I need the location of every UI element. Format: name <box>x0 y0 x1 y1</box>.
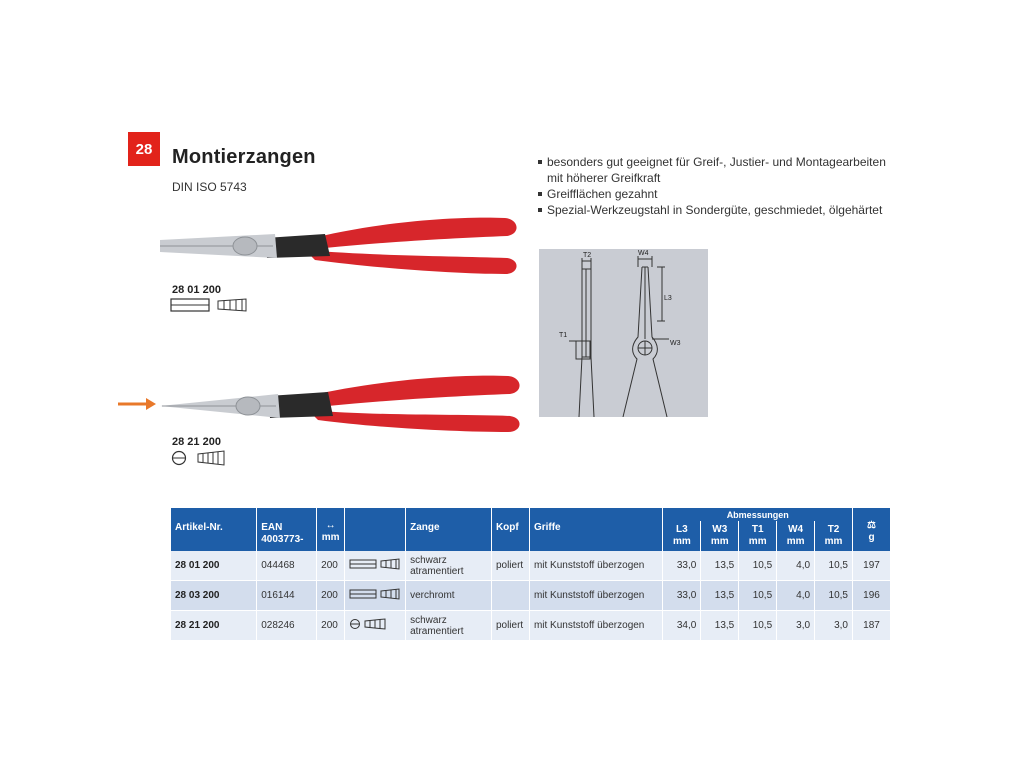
col-header-l3: L3 mm <box>663 521 701 551</box>
flat-jaw-profile-icon <box>349 588 401 600</box>
cell-weight: 197 <box>853 551 891 581</box>
cell-profile <box>345 611 406 641</box>
diagram-label: T2 <box>583 252 592 259</box>
cell-w4: 4,0 <box>777 581 815 611</box>
cell-artikel: 28 01 200 <box>171 551 257 581</box>
col-header-w4: W4 mm <box>777 521 815 551</box>
table-row <box>171 611 891 641</box>
page-subtitle: DIN ISO 5743 <box>172 180 247 194</box>
cell-griffe: mit Kunststoff überzogen <box>529 611 662 641</box>
scale-icon: ⚖ <box>867 520 876 531</box>
col-header-artikel: Artikel-Nr. <box>171 508 257 551</box>
flat-jaw-profile-icon <box>349 558 401 570</box>
cell-length: 200 <box>317 581 345 611</box>
cell-l3: 33,0 <box>663 581 701 611</box>
col-header-kopf: Kopf <box>491 508 529 551</box>
cell-l3: 34,0 <box>663 611 701 641</box>
col-header-t1: T1 mm <box>739 521 777 551</box>
plier-image-28-01-200 <box>155 212 525 282</box>
col-header-zange: Zange <box>406 508 492 551</box>
cell-artikel: 28 21 200 <box>171 611 257 641</box>
cell-ean: 028246 <box>257 611 317 641</box>
col-header-weight: ⚖ g <box>853 508 891 551</box>
jaw-dimension-drawing <box>539 249 708 417</box>
cell-griffe: mit Kunststoff überzogen <box>529 551 662 581</box>
col-header-abmessungen: Abmessungen <box>663 508 853 521</box>
cell-w3: 13,5 <box>701 551 739 581</box>
cell-zange: verchromt <box>406 581 492 611</box>
cell-artikel: 28 03 200 <box>171 581 257 611</box>
diagram-label: W4 <box>638 250 649 257</box>
col-header-w3: W3 mm <box>701 521 739 551</box>
col-header-length: ↔ mm <box>317 508 345 551</box>
col-header-ean: EAN 4003773- <box>257 508 317 551</box>
col-header-profile <box>345 508 406 551</box>
diagram-label: T1 <box>559 332 568 339</box>
cell-ean: 016144 <box>257 581 317 611</box>
cell-t2: 3,0 <box>815 611 853 641</box>
cell-griffe: mit Kunststoff überzogen <box>529 581 662 611</box>
table-row <box>171 551 891 581</box>
cell-zange: schwarz atramentiert <box>406 611 492 641</box>
feature-list <box>538 154 898 218</box>
section-badge: 28 <box>128 132 160 166</box>
spec-table <box>171 508 891 641</box>
page-title: Montierzangen <box>172 146 316 168</box>
feature-item: Spezial-Werkzeugstahl in Sondergüte, geschmiedet, ölgehärtet <box>538 202 898 218</box>
diagram-label: L3 <box>664 295 672 302</box>
cell-zange: schwarz atramentiert <box>406 551 492 581</box>
round-jaw-profile-icon <box>349 618 389 630</box>
col-header-griffe: Griffe <box>529 508 662 551</box>
technical-diagram <box>539 249 708 417</box>
table-row <box>171 581 891 611</box>
feature-item: Greifflächen gezahnt <box>538 186 898 202</box>
cell-length: 200 <box>317 551 345 581</box>
cell-w4: 4,0 <box>777 551 815 581</box>
cell-profile <box>345 581 406 611</box>
cell-profile <box>345 551 406 581</box>
cell-l3: 33,0 <box>663 551 701 581</box>
cell-weight: 187 <box>853 611 891 641</box>
arrow-right-icon <box>118 396 158 412</box>
cell-w3: 13,5 <box>701 611 739 641</box>
col-header-t2: T2 mm <box>815 521 853 551</box>
round-jaw-profile-icon <box>170 450 250 466</box>
product-number: 28 01 200 <box>172 284 221 296</box>
cell-t1: 10,5 <box>739 611 777 641</box>
cell-weight: 196 <box>853 581 891 611</box>
cell-t1: 10,5 <box>739 581 777 611</box>
length-arrow-icon: ↔ <box>325 520 336 531</box>
cell-kopf <box>491 581 529 611</box>
flat-jaw-profile-icon <box>170 298 250 312</box>
feature-item: besonders gut geeignet für Greif-, Justier- und Montagearbeiten <box>538 154 898 170</box>
diagram-label: W3 <box>670 340 681 347</box>
cell-kopf: poliert <box>491 551 529 581</box>
plier-image-28-21-200 <box>158 372 528 442</box>
feature-item-continued: mit höherer Greifkraft <box>547 171 661 185</box>
cell-kopf: poliert <box>491 611 529 641</box>
cell-length: 200 <box>317 611 345 641</box>
cell-ean: 044468 <box>257 551 317 581</box>
cell-w4: 3,0 <box>777 611 815 641</box>
product-number: 28 21 200 <box>172 436 221 448</box>
cell-t2: 10,5 <box>815 551 853 581</box>
cell-t2: 10,5 <box>815 581 853 611</box>
cell-t1: 10,5 <box>739 551 777 581</box>
cell-w3: 13,5 <box>701 581 739 611</box>
